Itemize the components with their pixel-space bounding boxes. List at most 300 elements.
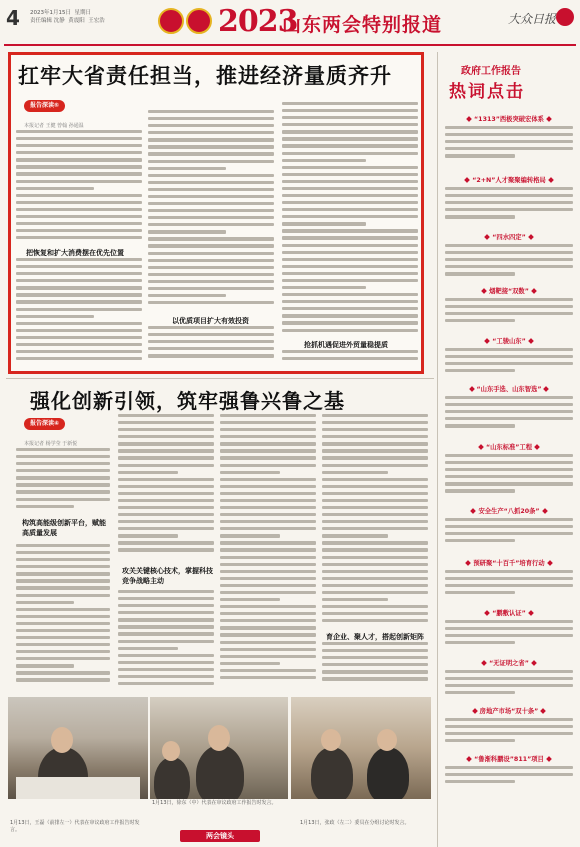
text-line [16,222,142,225]
text-line [322,456,428,459]
text-line [16,265,142,268]
text-line [282,350,418,353]
sidebar-item-body [445,348,573,378]
text-line [118,675,214,678]
text-line [118,492,214,495]
text-line [445,732,573,735]
text-line [445,584,573,587]
text-line [148,209,274,212]
text-line [148,237,274,240]
text-line [148,138,274,141]
text-line [220,655,316,658]
text-line [445,362,573,365]
text-line [220,605,316,608]
text-line [16,158,142,161]
text-line [220,499,316,502]
text-line [16,615,110,618]
text-line [322,435,428,438]
photo-person [154,757,190,799]
text-line [282,159,366,162]
sidebar-item[interactable] [443,286,575,332]
lead-column-1b [16,258,142,366]
text-line [282,321,418,324]
text-line [445,140,573,143]
text-line [16,180,142,183]
text-line [322,513,428,516]
text-line [16,476,110,479]
text-line [445,684,573,687]
text-line [16,608,110,611]
text-line [322,449,428,452]
text-line [282,215,418,218]
text-line [220,428,316,431]
text-line [282,130,418,133]
text-line [322,649,428,652]
text-line [445,461,573,464]
text-line [445,208,573,211]
text-line [220,648,316,651]
middle-column-2 [118,414,214,560]
text-line [16,601,74,604]
text-line [220,556,316,559]
text-line [220,662,280,665]
text-line [118,506,214,509]
text-line [16,579,110,582]
sidebar-item-body [445,187,573,225]
text-line [445,126,573,129]
text-line [16,286,142,289]
sidebar-item-title: “山东手选、山东智选” [443,384,575,393]
text-line [282,109,418,112]
text-line [148,167,226,170]
text-line [445,454,573,457]
text-line [148,124,274,127]
text-line [445,272,515,275]
text-line [220,492,316,495]
text-line [445,417,573,420]
text-line [16,272,142,275]
text-line [118,534,178,537]
newspaper-logo: 大众日报 [508,12,557,26]
text-line [220,456,316,459]
text-line [322,492,428,495]
text-line [322,485,428,488]
text-line [220,633,316,636]
text-line [445,691,515,694]
text-line [282,123,418,126]
text-line [445,403,573,406]
text-line [118,682,214,685]
sidebar-title: 热词点击 [449,82,525,102]
text-line [282,314,418,317]
text-line [445,725,573,728]
text-line [322,478,428,481]
photo-person [367,747,409,799]
text-line [322,677,428,680]
text-line [445,532,573,535]
text-line [282,307,418,310]
text-line [445,133,573,136]
text-line [322,663,428,666]
text-line [282,258,418,261]
middle-headline[interactable]: 强化创新引领，筑牢强鲁兴鲁之基 [30,389,345,413]
text-line [16,671,110,674]
sidebar-item-body [445,766,573,792]
text-line [16,315,94,318]
sidebar-item-title: “鹏敷认证” [443,608,575,617]
text-line [16,137,142,140]
middle-column-3 [220,414,316,690]
text-line [16,229,142,232]
text-line [16,594,110,597]
text-line [282,173,418,176]
text-line [118,661,214,664]
sidebar-item[interactable] [443,608,575,654]
section-title: 山东两会特别报道 [282,14,443,36]
text-line [220,435,316,438]
sidebar-item-body [445,126,573,168]
issue-meta: 2023年1月15日 星期日 责任编辑 沈静 黄震阳 王宏浩 [30,10,105,24]
text-line [445,489,515,492]
text-line [282,279,418,282]
text-line [16,329,142,332]
text-line [118,647,178,650]
lead-column-2b [148,326,274,366]
sidebar-item-body [445,244,573,280]
text-line [148,202,274,205]
text-line [322,577,428,580]
text-line [16,236,142,239]
section-divider [6,378,434,379]
text-line [220,548,316,551]
text-line [220,464,316,467]
text-line [16,208,142,211]
text-line [16,622,110,625]
text-line [322,563,428,566]
text-line [16,187,94,190]
text-line [282,137,418,140]
middle-subhead-3: 育企业、聚人才，搭起创新矩阵 [326,633,424,641]
text-line [322,541,428,544]
sidebar-item-body [445,718,573,748]
text-line [148,110,274,113]
text-line [118,597,214,600]
text-line [220,442,316,445]
text-line [118,611,214,614]
text-line [220,584,316,587]
text-line [16,448,110,451]
text-line [282,116,418,119]
lead-headline[interactable]: 扛牢大省责任担当，推进经济量质齐升 [18,64,392,88]
text-line [148,223,274,226]
text-line [16,678,110,681]
middle-subhead-2: 攻关关键核心技术，掌握科技竞争战略主动 [122,567,213,585]
text-line [445,570,573,573]
text-line [282,201,418,204]
text-line [445,215,515,218]
text-line [118,654,214,657]
text-line [445,396,573,399]
text-line [445,147,573,150]
text-line [322,534,388,537]
text-line [148,326,274,329]
sidebar-item-title: “无证明之省” [443,658,575,667]
text-line [220,577,316,580]
photo-1-caption: 1月13日，王磊（前排左一）代表在审议政府工作报告时发言。 [10,820,140,833]
text-line [445,201,573,204]
middle-column-4 [322,414,428,630]
lead-subhead-3: 抢抓机遇促进外贸量稳提质 [304,341,388,349]
text-line [220,534,280,537]
text-line [16,151,142,154]
text-line [220,676,316,679]
text-line [445,539,515,542]
text-line [445,670,573,673]
logo-badge-icon [556,8,574,26]
text-line [445,154,515,157]
text-line [322,612,428,615]
page-number: 4 [6,6,20,30]
text-line [16,165,142,168]
lead-tag: 报告深读⑤ [24,100,65,112]
masthead [0,0,580,48]
text-line [118,499,214,502]
text-line [445,355,573,358]
text-line [16,336,142,339]
text-line [220,541,316,544]
text-line [16,469,110,472]
text-line [322,520,428,523]
text-line [445,634,573,637]
text-line [148,117,274,120]
text-line [16,657,110,660]
text-line [282,244,418,247]
text-line [16,636,110,639]
text-line [16,350,142,353]
text-line [16,650,110,653]
text-line [220,598,280,601]
text-line [148,259,274,262]
text-line [118,520,214,523]
photo-person [311,747,353,799]
sidebar-item[interactable] [443,384,575,438]
text-line [322,499,428,502]
lead-subhead-2: 以优质项目扩大有效投资 [172,317,249,325]
middle-tag: 报告深读④ [24,418,65,430]
sidebar-item-title: “四水四定” [443,232,575,241]
text-line [445,468,573,471]
sidebar-item[interactable] [443,658,575,702]
text-line [220,641,316,644]
sidebar-label: 政府工作报告 [461,66,521,77]
sidebar-item-body [445,670,573,700]
sidebar-item[interactable] [443,754,575,794]
text-line [322,656,428,659]
sidebar-item[interactable] [443,114,575,170]
text-line [148,131,274,134]
text-line [445,187,573,190]
text-line [148,294,226,297]
text-line [16,215,142,218]
text-line [118,618,214,621]
middle-column-1 [16,448,110,514]
text-line [16,279,142,282]
text-line [148,174,274,177]
text-line [16,201,142,204]
sidebar-item-body [445,620,573,652]
text-line [118,414,214,417]
text-line [220,527,316,530]
text-line [322,548,428,551]
text-line [322,464,428,467]
text-line [445,718,573,721]
text-line [16,629,110,632]
text-line [282,144,418,147]
text-line [16,572,110,575]
text-line [220,471,280,474]
middle-byline: 本报记者 杨学莹 于新悦 [24,441,78,447]
text-line [322,598,388,601]
text-line [322,570,428,573]
text-line [16,664,74,667]
middle-column-4b [322,642,428,690]
text-line [16,322,142,325]
text-line [322,556,428,559]
text-line [16,551,110,554]
bottom-banner: 两会镜头 [180,830,260,842]
text-line [16,258,142,261]
text-line [148,340,274,343]
text-line [148,252,274,255]
photo-head [321,729,341,751]
text-line [118,541,214,544]
text-line [118,590,214,593]
text-line [16,144,142,147]
text-line [118,435,214,438]
text-line [16,490,110,493]
text-line [445,251,573,254]
text-line [220,421,316,424]
text-line [445,766,573,769]
text-line [16,558,110,561]
text-line [220,619,316,622]
lead-column-2 [148,110,274,310]
text-line [445,627,573,630]
sidebar-item-title: 房地产市场“双十条” [443,706,575,715]
text-line [445,620,573,623]
sidebar-item-title: 烟靶接“双数” [443,286,575,295]
text-line [282,102,418,105]
national-emblem-icon [158,8,184,34]
text-line [445,739,515,742]
text-line [282,229,418,232]
text-line [322,428,428,431]
text-line [118,485,214,488]
text-line [445,677,573,680]
text-line [322,442,428,445]
photo-person [196,745,244,799]
text-line [118,632,214,635]
sidebar-item[interactable] [443,336,575,380]
text-line [148,244,274,247]
text-line [220,669,316,672]
text-line [148,195,274,198]
text-line [16,643,110,646]
lead-column-3b [282,350,418,368]
text-line [282,180,418,183]
text-line [16,544,110,547]
sidebar-item-title: “鲁渐科鹏设”811”项目 [443,754,575,763]
sidebar-item[interactable] [443,175,575,227]
text-line [445,410,573,413]
text-line [282,194,418,197]
sidebar-divider [437,52,438,847]
text-line [322,619,428,622]
text-line [148,347,274,350]
text-line [282,265,418,268]
text-line [118,471,178,474]
middle-column-2b [118,590,214,690]
sidebar-item-title: 预研聚“十百千”培育行动 [443,558,575,567]
text-line [322,421,428,424]
photo-head [377,729,397,751]
lead-byline: 本报记者 王健 曾翰 孙通温 [24,123,84,129]
sidebar-item-title: “工骏山东” [443,336,575,345]
text-line [118,548,214,551]
text-line [445,577,573,580]
text-line [322,670,428,673]
text-line [445,258,573,261]
text-line [16,462,110,465]
sidebar-item[interactable] [443,232,575,282]
sidebar-item-title: “2+N”人才聚聚编转格局 [443,175,575,184]
text-line [445,305,573,308]
text-line [16,300,142,303]
text-line [148,280,274,283]
text-line [445,482,573,485]
text-line [148,301,274,304]
text-line [148,188,274,191]
text-line [220,570,316,573]
sidebar-item[interactable] [443,506,575,554]
text-line [148,160,274,163]
text-line [148,333,274,336]
text-line [282,286,366,289]
text-line [445,265,573,268]
text-line [322,506,428,509]
text-line [220,591,316,594]
photo-1 [8,697,148,799]
text-line [220,478,316,481]
sidebar-item[interactable] [443,442,575,502]
text-line [282,166,418,169]
text-line [322,591,428,594]
text-line [445,773,573,776]
text-line [118,513,214,516]
text-line [220,520,316,523]
text-line [322,584,428,587]
sidebar-item[interactable] [443,706,575,750]
text-line [220,414,316,417]
text-line [220,449,316,452]
text-line [118,456,214,459]
text-line [118,478,214,481]
sidebar-item[interactable] [443,558,575,604]
text-line [118,464,214,467]
text-line [445,641,515,644]
photo-head [51,727,73,753]
text-line [220,485,316,488]
